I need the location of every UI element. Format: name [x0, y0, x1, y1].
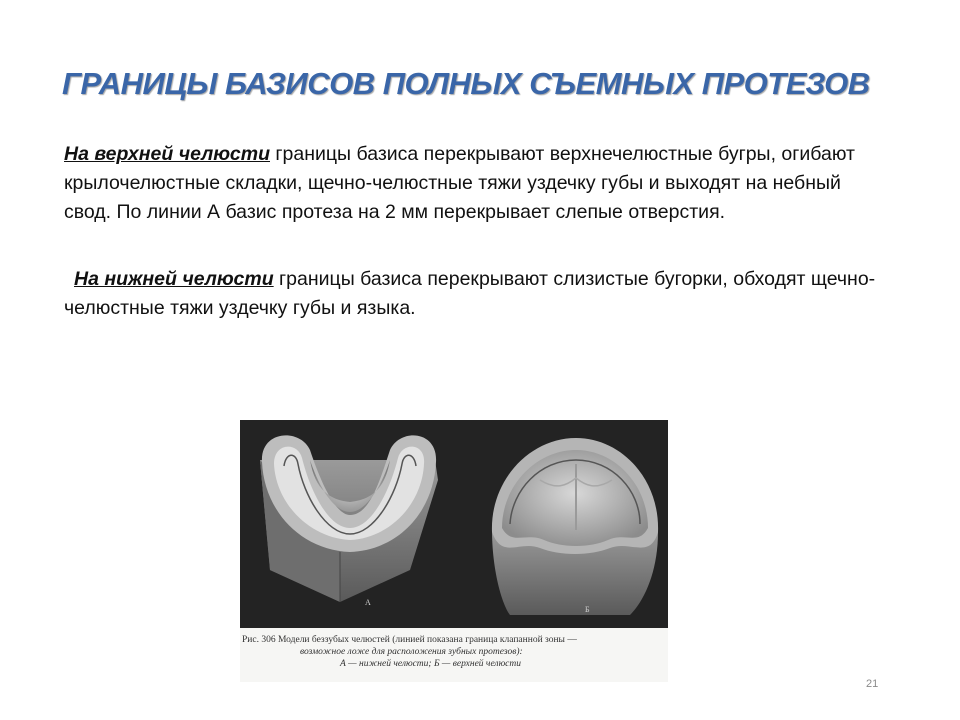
lower-jaw-text: границы базиса перекрывают слизистые бугорки, обходят щечно-челюстные тяжи уздечку губы и языка. — [64, 268, 876, 319]
caption-line-1: Рис. 306 Модели беззубых челюстей (линией показана граница клапанной зоны — — [242, 635, 577, 645]
page-number: 21 — [866, 678, 879, 690]
caption-line-3: А — нижней челюсти; Б — верхней челюсти — [340, 659, 521, 669]
upper-jaw-lead: На верхней челюсти — [64, 143, 270, 165]
jaw-models-illustration — [240, 420, 668, 628]
figure-label-b: Б — [585, 605, 590, 614]
figure-caption — [240, 634, 668, 670]
upper-jaw-text: границы базиса перекрывают верхнечелюстные бугры, огибают крылочелюстные складки, щечно-челюстные тяжи уздечку губы и выходят на небный свод. По линии А базис протеза на 2 мм перекрывает слепые отверстия. — [64, 143, 855, 223]
caption-line-2: возможное ложе для расположения зубных протезов): — [300, 647, 523, 657]
lower-jaw-model — [260, 435, 438, 602]
paragraph-lower-jaw — [64, 265, 884, 323]
jaw-models-figure — [240, 420, 668, 682]
lower-jaw-lead: На нижней челюсти — [74, 268, 274, 290]
upper-jaw-model — [492, 438, 658, 615]
slide-title: ГРАНИЦЫ БАЗИСОВ ПОЛНЫХ СЪЕМНЫХ ПРОТЕЗОВ — [62, 66, 870, 101]
paragraph-upper-jaw — [64, 140, 884, 227]
figure-label-a: А — [365, 598, 371, 607]
jaw-models-photo — [240, 420, 668, 628]
